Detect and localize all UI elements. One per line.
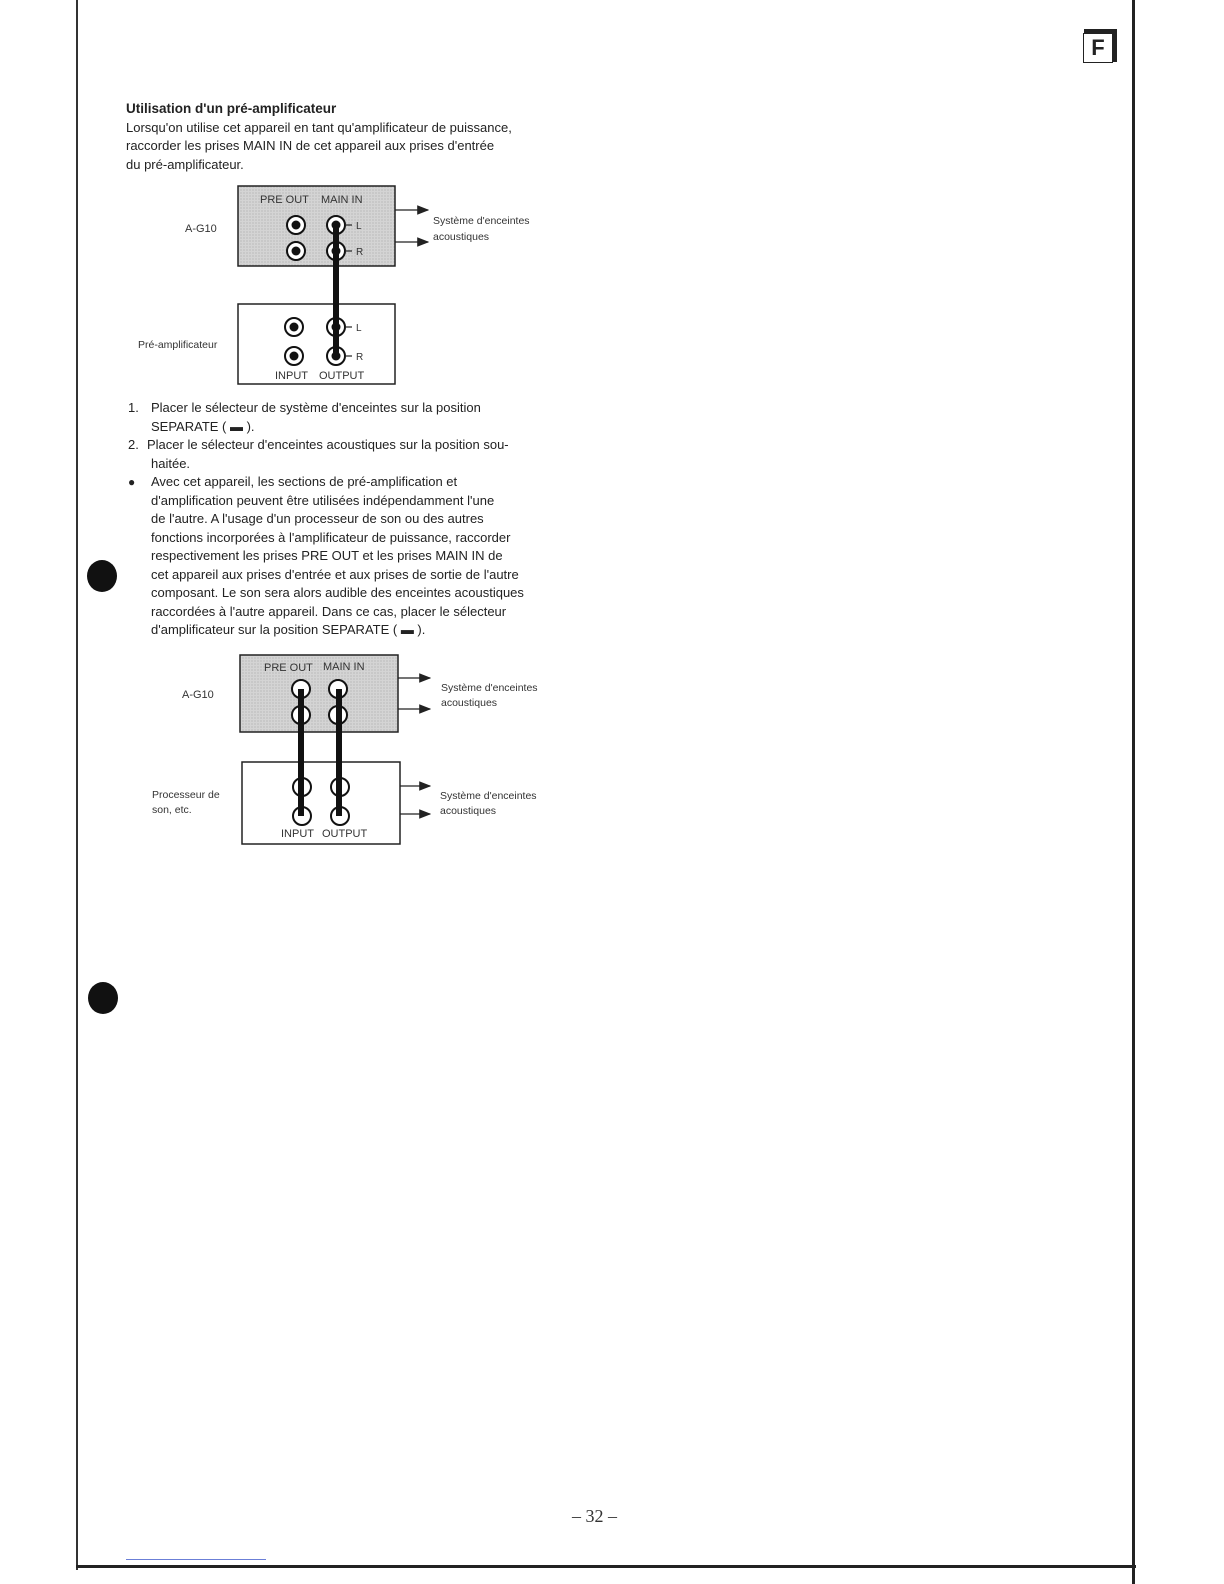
jack-pre-out-r bbox=[287, 242, 305, 260]
page-number: – 32 – bbox=[572, 1506, 617, 1526]
bullet-line: d'amplificateur sur la position SEPARATE ( ▬ ). bbox=[151, 622, 426, 637]
speaker-label-line1: Système d'enceintes bbox=[441, 682, 538, 694]
bullet-line: d'amplification peuvent être utilisées indépendamment l'une bbox=[151, 492, 495, 508]
intro-line: Lorsqu'on utilise cet appareil en tant qu'amplificateur de puissance, bbox=[126, 119, 512, 135]
processor-unit-box bbox=[242, 762, 400, 844]
diagram-preamp-connection bbox=[120, 180, 580, 390]
speaker-label-line1: Système d'enceintes bbox=[433, 215, 530, 227]
speaker2-label-line2: acoustiques bbox=[440, 805, 497, 817]
step-line: SEPARATE ( ▬ ). bbox=[151, 418, 255, 434]
step-line: Placer le sélecteur de système d'enceintes sur la position bbox=[151, 400, 481, 415]
step-number: 2. bbox=[128, 437, 139, 452]
bullet-line: de l'autre. A l'usage d'un processeur de son ou des autres bbox=[151, 511, 484, 526]
channel-label-l-bottom: L bbox=[356, 323, 362, 334]
label-output: OUTPUT bbox=[322, 828, 368, 840]
unit-label-preamp: Pré-amplificateur bbox=[138, 339, 218, 351]
channel-label-r: R bbox=[356, 247, 364, 258]
punch-hole-top bbox=[87, 560, 117, 592]
jack-input-r bbox=[285, 347, 303, 365]
bottom-line-mark bbox=[126, 1559, 266, 1560]
unit-label-a-g10: A-G10 bbox=[185, 223, 217, 235]
speaker2-label-line1: Système d'enceintes bbox=[440, 790, 537, 802]
speaker-label-line2: acoustiques bbox=[441, 697, 498, 709]
jack-pre-out-l bbox=[287, 216, 305, 234]
page-edge-right bbox=[1132, 0, 1135, 1584]
bullet-line: respectivement les prises PRE OUT et les prises MAIN IN de bbox=[151, 548, 503, 563]
punch-hole-bottom bbox=[88, 982, 118, 1014]
step-line: Placer le sélecteur d'enceintes acoustiques sur la position sou- bbox=[147, 437, 509, 452]
step-number: 1. bbox=[128, 400, 139, 415]
header-main-in: MAIN IN bbox=[321, 194, 363, 206]
bullet-paragraph bbox=[151, 473, 591, 640]
intro-block bbox=[126, 100, 586, 174]
language-tab: F bbox=[1083, 33, 1113, 63]
channel-label-r-bottom: R bbox=[356, 352, 364, 363]
jack-input-l bbox=[285, 318, 303, 336]
bullet-line: cet appareil aux prises d'entrée et aux prises de sortie de l'autre bbox=[151, 566, 519, 582]
header-pre-out: PRE OUT bbox=[264, 662, 313, 674]
label-input: INPUT bbox=[275, 370, 308, 382]
header-main-in: MAIN IN bbox=[323, 661, 365, 673]
bullet-line: fonctions incorporées à l'amplificateur de puissance, raccorder bbox=[151, 529, 511, 545]
preamp-unit-box bbox=[238, 304, 395, 384]
speaker-label-line2: acoustiques bbox=[433, 231, 490, 243]
step-line: haitée. bbox=[151, 455, 191, 471]
unit-label-processor-line2: son, etc. bbox=[152, 804, 192, 816]
bullet-icon: ● bbox=[128, 475, 136, 489]
channel-label-l: L bbox=[356, 221, 362, 232]
intro-line: du pré-amplificateur. bbox=[126, 156, 244, 172]
label-input: INPUT bbox=[281, 828, 314, 840]
bullet-line: composant. Le son sera alors audible des enceintes acoustiques bbox=[151, 585, 524, 600]
unit-label-a-g10: A-G10 bbox=[182, 689, 214, 701]
unit-label-processor-line1: Processeur de bbox=[152, 789, 220, 801]
bullet-line: Avec cet appareil, les sections de pré-amplification et bbox=[151, 474, 458, 489]
diagram-processor-connection bbox=[140, 648, 600, 853]
page-edge-bottom bbox=[76, 1565, 1136, 1568]
label-output: OUTPUT bbox=[319, 370, 365, 382]
intro-line: raccorder les prises MAIN IN de cet appareil aux prises d'entrée bbox=[126, 138, 495, 153]
bullet-line: raccordées à l'autre appareil. Dans ce cas, placer le sélecteur bbox=[151, 603, 507, 619]
section-heading: Utilisation d'un pré-amplificateur bbox=[126, 101, 337, 116]
page-edge-left bbox=[76, 0, 78, 1570]
header-pre-out: PRE OUT bbox=[260, 194, 309, 206]
step-text bbox=[147, 436, 587, 473]
step-text bbox=[151, 399, 591, 436]
